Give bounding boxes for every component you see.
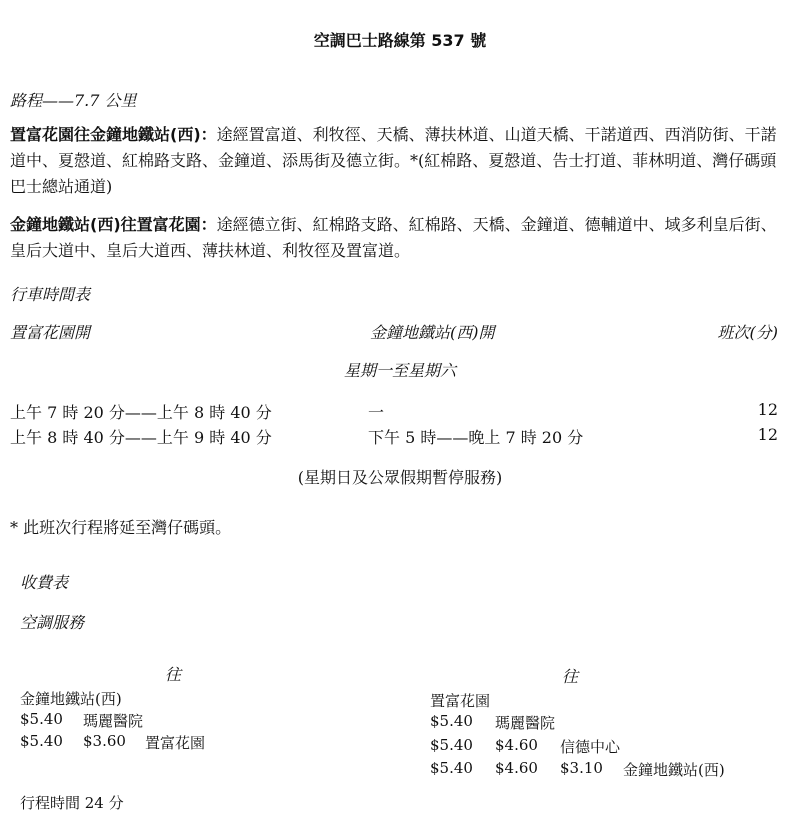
- fares-right-to-label: 往: [562, 667, 579, 686]
- footnote: * 此班次行程將延至灣仔碼頭。: [10, 518, 232, 537]
- route-inbound-heading: 金鐘地鐵站(西)往置富花園：: [10, 215, 217, 234]
- fares-heading: 收費表: [20, 573, 69, 592]
- fares-right-row-2-price-2: $4.60: [495, 736, 538, 754]
- journey-time: 行程時間 24 分: [20, 794, 124, 812]
- fares-left-row-2-price-1: $5.40: [20, 732, 63, 750]
- fares-right-destination: 置富花園: [430, 692, 491, 710]
- route-inbound: [10, 212, 782, 264]
- timetable-row-2-frequency: 12: [757, 425, 778, 444]
- fares-left-to-label: 往: [165, 665, 182, 684]
- route-outbound-heading: 置富花園往金鐘地鐵站(西)：: [10, 125, 217, 144]
- route-outbound: [10, 122, 782, 200]
- timetable-col-to: 金鐘地鐵站(西)開: [370, 323, 495, 342]
- fares-right-row-1-stop: 瑪麗醫院: [495, 714, 556, 732]
- timetable-heading: 行車時間表: [10, 285, 91, 304]
- fares-left-row-1-price-1: $5.40: [20, 710, 63, 728]
- fares-left-row-1-stop: 瑪麗醫院: [83, 712, 144, 730]
- route-inbound-text: 途經德立街、紅棉路支路、紅棉路、天橋、金鐘道、德輔道中、域多利皇后街、皇后大道中、皇后大道西、薄扶林道、利牧徑及置富道。: [10, 215, 777, 260]
- timetable-row-2-to: 下午 5 時——晚上 7 時 20 分: [368, 428, 584, 447]
- route-length: 路程——7.7 公里: [10, 91, 137, 110]
- fares-left-destination: 金鐘地鐵站(西): [20, 690, 122, 708]
- page-title: 空調巴士路線第 537 號: [313, 31, 487, 50]
- timetable-col-from: 置富花園開: [10, 323, 91, 342]
- timetable-row-1-from: 上午 7 時 20 分——上午 8 時 40 分: [10, 403, 272, 422]
- fares-right-row-3-price-1: $5.40: [430, 759, 473, 777]
- fares-right-row-2-price-1: $5.40: [430, 736, 473, 754]
- fares-right-row-2-stop: 信德中心: [560, 738, 621, 756]
- fares-service: 空調服務: [20, 613, 85, 632]
- fares-right-row-1-price-1: $5.40: [430, 712, 473, 730]
- fares-left-row-2-stop: 置富花園: [145, 734, 206, 752]
- fares-right-row-3-price-3: $3.10: [560, 759, 603, 777]
- timetable-col-frequency: 班次(分): [717, 323, 778, 342]
- timetable-row-2-from: 上午 8 時 40 分——上午 9 時 40 分: [10, 428, 272, 447]
- fares-right-row-3-price-2: $4.60: [495, 759, 538, 777]
- fares-right-row-3-stop: 金鐘地鐵站(西): [623, 761, 725, 779]
- timetable-row-1-frequency: 12: [757, 400, 778, 419]
- timetable-note: (星期日及公眾假期暫停服務): [297, 468, 503, 487]
- route-outbound-text: 途經置富道、利牧徑、天橋、薄扶林道、山道天橋、干諾道西、西消防街、干諾道中、夏慤道、紅棉路支路、金鐘道、添馬街及德立街。*(紅棉路、夏慤道、告士打道、菲林明道、灣仔碼頭巴士總站通道): [10, 125, 777, 196]
- timetable-days: 星期一至星期六: [343, 361, 456, 380]
- timetable-row-1-to: 一: [368, 403, 385, 422]
- fares-left-row-2-price-2: $3.60: [83, 732, 126, 750]
